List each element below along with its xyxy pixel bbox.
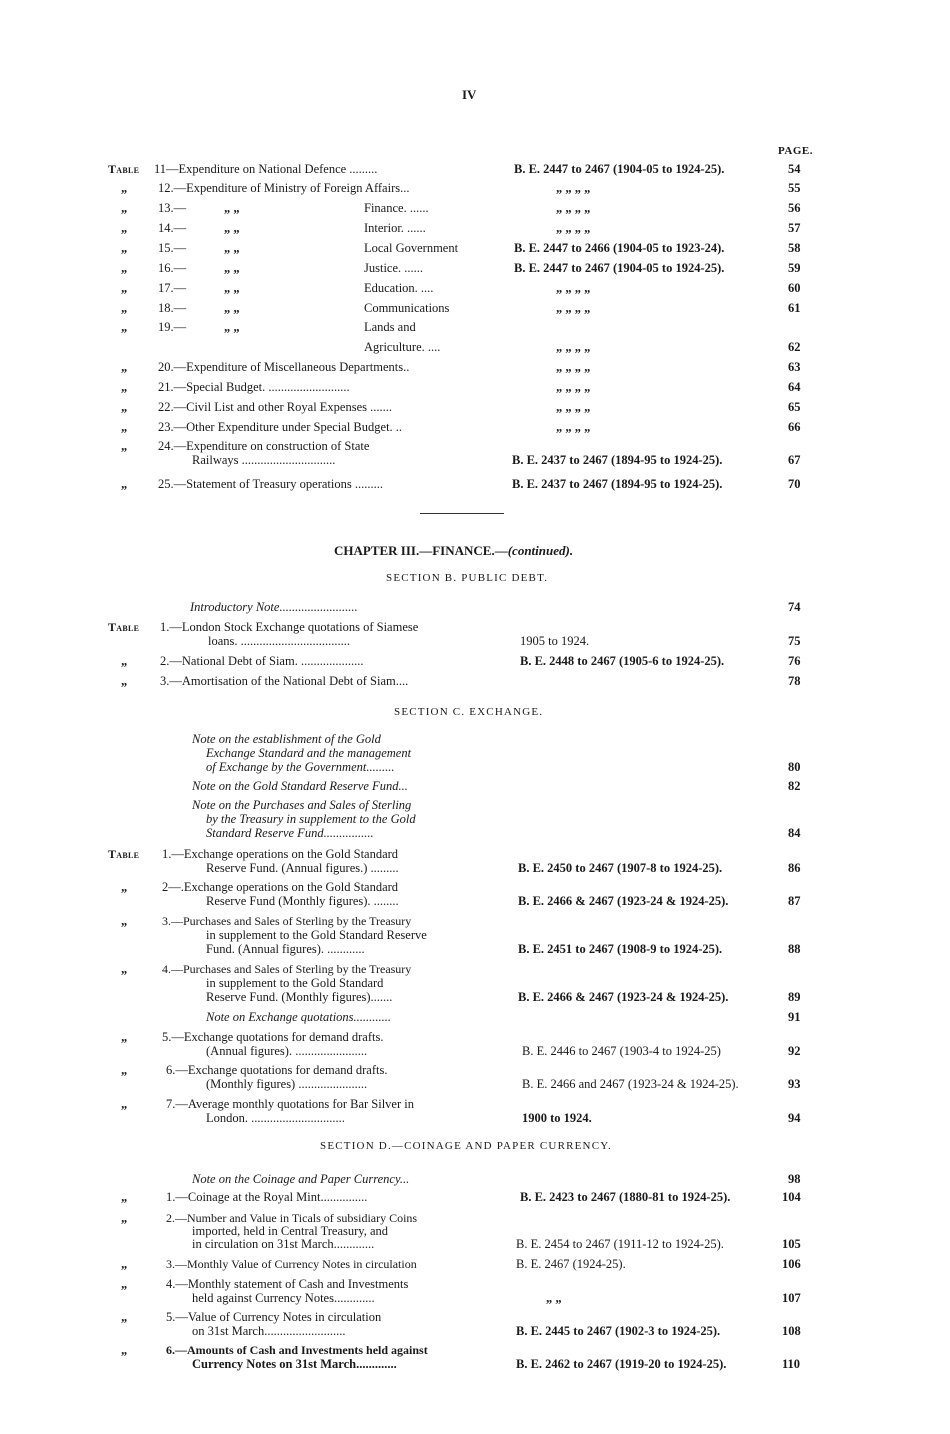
entry-title: Note on the Coinage and Paper Currency... xyxy=(192,1172,410,1186)
entry-title: 20.—Expenditure of Miscellaneous Departments.. xyxy=(158,360,410,374)
ditto-mark: „ xyxy=(121,281,128,295)
ditto-mark: „ xyxy=(121,320,128,334)
entry-title: 3.—Amortisation of the National Debt of Siam.... xyxy=(160,674,409,688)
ditto-mark: „ xyxy=(121,420,128,434)
entry-title: 6.—Amounts of Cash and Investments held against xyxy=(166,1343,428,1357)
entry-page: 62 xyxy=(788,340,801,354)
entry-reference: „ „ „ „ xyxy=(556,181,591,195)
entry-title-continued: Reserve Fund. (Monthly figures)....... xyxy=(206,990,393,1004)
entry-title: 23.—Other Expenditure under Special Budget. .. xyxy=(158,420,403,434)
entry-page: 88 xyxy=(788,942,801,956)
entry-page: 104 xyxy=(782,1190,801,1204)
entry-page: 92 xyxy=(788,1044,801,1058)
section-c-heading: SECTION C. EXCHANGE. xyxy=(394,706,544,718)
ditto-mark: „ xyxy=(121,360,128,374)
chapter-heading xyxy=(334,544,573,559)
ditto-mark: „ xyxy=(121,914,128,928)
entry-page: 105 xyxy=(782,1237,801,1251)
entry-page: 70 xyxy=(788,477,801,491)
entry-title-continued: Railways .............................. xyxy=(192,453,336,467)
entry-title: Note on the Purchases and Sales of Sterling xyxy=(192,798,412,812)
entry-page: 63 xyxy=(788,360,801,374)
entry-page: 57 xyxy=(788,221,801,235)
ditto-mark: „ xyxy=(121,400,128,414)
entry-title: Lands and xyxy=(364,320,416,334)
entry-number: 14.— xyxy=(158,221,187,235)
entry-title: Justice. ...... xyxy=(364,261,424,275)
entry-title-continued: loans. ................................... xyxy=(208,634,351,648)
entry-title-continued: Agriculture. .... xyxy=(364,340,441,354)
entry-reference: B. E. 2446 to 2467 (1903-4 to 1924-25) xyxy=(522,1044,721,1058)
entry-page: 108 xyxy=(782,1324,801,1338)
entry-title: Note on Exchange quotations............ xyxy=(206,1010,392,1024)
ditto-mark: „ xyxy=(121,1030,128,1044)
entry-reference: B. E. 2454 to 2467 (1911-12 to 1924-25). xyxy=(516,1237,724,1251)
ditto-mark: „ xyxy=(121,439,128,453)
entry-page: 78 xyxy=(788,674,801,688)
entry-ditto: „ „ xyxy=(224,261,240,275)
entry-page: 55 xyxy=(788,181,801,195)
section-d-heading: SECTION D.—COINAGE AND PAPER CURRENCY. xyxy=(320,1140,612,1152)
entry-title: 6.—Exchange quotations for demand drafts. xyxy=(166,1063,388,1077)
entry-title: Note on the Gold Standard Reserve Fund... xyxy=(192,779,408,793)
entry-reference: „ „ „ „ xyxy=(556,360,591,374)
entry-reference: B. E. 2462 to 2467 (1919-20 to 1924-25). xyxy=(516,1357,727,1371)
entry-page: 76 xyxy=(788,654,801,668)
entry-page: 75 xyxy=(788,634,801,648)
entry-page: 91 xyxy=(788,1010,801,1024)
entry-page: 61 xyxy=(788,301,801,315)
entry-reference: B. E. 2445 to 2467 (1902-3 to 1924-25). xyxy=(516,1324,721,1338)
row-label: Table xyxy=(108,620,140,634)
entry-reference: „ „ xyxy=(546,1291,562,1305)
entry-page: 98 xyxy=(788,1172,801,1186)
entry-page: 56 xyxy=(788,201,801,215)
entry-page: 89 xyxy=(788,990,801,1004)
entry-title-continued: (Annual figures). ....................... xyxy=(206,1044,368,1058)
entry-page: 84 xyxy=(788,826,801,840)
entry-ditto: „ „ xyxy=(224,281,240,295)
ditto-mark: „ xyxy=(121,261,128,275)
entry-title: Education. .... xyxy=(364,281,434,295)
entry-reference: „ „ „ „ xyxy=(556,420,591,434)
entry-title: 2—.Exchange operations on the Gold Standard xyxy=(162,880,399,894)
entry-title-continued: imported, held in Central Treasury, and xyxy=(192,1224,389,1238)
entry-reference: „ „ „ „ xyxy=(556,301,591,315)
entry-title-continued: Currency Notes on 31st March............. xyxy=(192,1357,397,1371)
row-label: Table xyxy=(108,847,140,861)
entry-title-continued: by the Treasury in supplement to the Gold xyxy=(206,812,416,826)
entry-title: Introductory Note......................... xyxy=(190,600,358,614)
entry-reference: 1900 to 1924. xyxy=(522,1111,592,1125)
ditto-mark: „ xyxy=(121,1097,128,1111)
entry-page: 82 xyxy=(788,779,801,793)
entry-page: 106 xyxy=(782,1257,801,1271)
entry-number: 15.— xyxy=(158,241,187,255)
entry-reference: B. E. 2451 to 2467 (1908-9 to 1924-25). xyxy=(518,942,723,956)
ditto-mark: „ xyxy=(121,1343,128,1357)
entry-page: 107 xyxy=(782,1291,801,1305)
entry-title: 3.—Purchases and Sales of Sterling by the Treasury xyxy=(162,914,412,928)
entry-page: 54 xyxy=(788,162,801,176)
entry-ditto: „ „ xyxy=(224,301,240,315)
entry-number: 18.— xyxy=(158,301,187,315)
entry-title: Local Government xyxy=(364,241,459,255)
entry-title-continued: in circulation on 31st March............. xyxy=(192,1237,375,1251)
entry-title: 1.—London Stock Exchange quotations of Siamese xyxy=(160,620,419,634)
entry-title: 2.—Number and Value in Ticals of subsidiary Coins xyxy=(166,1211,418,1225)
ditto-mark: „ xyxy=(121,1190,128,1204)
entry-title-continued: in supplement to the Gold Standard xyxy=(206,976,384,990)
entry-title: 12.—Expenditure of Ministry of Foreign Affairs... xyxy=(158,181,410,195)
entry-reference: B. E. 2466 and 2467 (1923-24 & 1924-25). xyxy=(522,1077,739,1091)
entry-title-continued: on 31st March.......................... xyxy=(192,1324,346,1338)
entry-page: 86 xyxy=(788,861,801,875)
entry-title: 1.—Exchange operations on the Gold Standard xyxy=(162,847,399,861)
ditto-mark: „ xyxy=(121,241,128,255)
entry-page: 58 xyxy=(788,241,801,255)
entry-page: 74 xyxy=(788,600,801,614)
entry-reference: 1905 to 1924. xyxy=(520,634,590,648)
entry-title: 24.—Expenditure on construction of State xyxy=(158,439,370,453)
entry-page: 93 xyxy=(788,1077,801,1091)
entry-page: 60 xyxy=(788,281,801,295)
entry-title-continued: Exchange Standard and the management xyxy=(206,746,412,760)
entry-title-continued: Standard Reserve Fund................ xyxy=(206,826,374,840)
entry-reference: B. E. 2437 to 2467 (1894-95 to 1924-25). xyxy=(512,477,723,491)
entry-title-continued: London. .............................. xyxy=(206,1111,345,1125)
entry-page: 66 xyxy=(788,420,801,434)
entry-title: 2.—National Debt of Siam. .................... xyxy=(160,654,364,668)
entry-page: 87 xyxy=(788,894,801,908)
entry-title: 4.—Monthly statement of Cash and Investments xyxy=(166,1277,409,1291)
entry-reference: B. E. 2467 (1924-25). xyxy=(516,1257,626,1271)
entry-title: 7.—Average monthly quotations for Bar Silver in xyxy=(166,1097,414,1111)
ditto-mark: „ xyxy=(121,181,128,195)
page-column-header: PAGE. xyxy=(778,145,813,157)
ditto-mark: „ xyxy=(121,1063,128,1077)
entry-title-continued: held against Currency Notes............. xyxy=(192,1291,375,1305)
ditto-mark: „ xyxy=(121,962,128,976)
entry-reference: B. E. 2466 & 2467 (1923-24 & 1924-25). xyxy=(518,894,729,908)
ditto-mark: „ xyxy=(121,201,128,215)
entry-title: Note on the establishment of the Gold xyxy=(192,732,381,746)
entry-title: 1.—Coinage at the Royal Mint............... xyxy=(166,1190,368,1204)
entry-page: 67 xyxy=(788,453,801,467)
entry-reference: „ „ „ „ xyxy=(556,221,591,235)
entry-number: 13.— xyxy=(158,201,187,215)
ditto-mark: „ xyxy=(121,1277,128,1291)
ditto-mark: „ xyxy=(121,1211,128,1225)
entry-number: 19.— xyxy=(158,320,187,334)
entry-reference: B. E. 2466 & 2467 (1923-24 & 1924-25). xyxy=(518,990,729,1004)
entry-reference: „ „ „ „ xyxy=(556,400,591,414)
ditto-mark: „ xyxy=(121,301,128,315)
entry-page: 64 xyxy=(788,380,801,394)
chapter-heading-text: CHAPTER III.—FINANCE.— xyxy=(334,543,508,558)
entry-reference: B. E. 2447 to 2466 (1904-05 to 1923-24). xyxy=(514,241,725,255)
entry-title: Finance. ...... xyxy=(364,201,429,215)
entry-reference: „ „ „ „ xyxy=(556,281,591,295)
entry-title: 3.—Monthly Value of Currency Notes in circulation xyxy=(166,1257,417,1271)
ditto-mark: „ xyxy=(121,654,128,668)
entry-reference: B. E. 2447 to 2467 (1904-05 to 1924-25). xyxy=(514,261,725,275)
entry-number: 16.— xyxy=(158,261,187,275)
entry-reference: „ „ „ „ xyxy=(556,201,591,215)
row-label: Table xyxy=(108,162,140,176)
entry-number: 17.— xyxy=(158,281,187,295)
entry-ditto: „ „ xyxy=(224,241,240,255)
entry-title: 4.—Purchases and Sales of Sterling by the Treasury xyxy=(162,962,412,976)
entry-page: 94 xyxy=(788,1111,801,1125)
entry-title-continued: of Exchange by the Government......... xyxy=(206,760,395,774)
entry-title: Communications xyxy=(364,301,450,315)
entry-reference: B. E. 2450 to 2467 (1907-8 to 1924-25). xyxy=(518,861,723,875)
entry-page: 59 xyxy=(788,261,801,275)
entry-title-continued: (Monthly figures) ...................... xyxy=(206,1077,368,1091)
entry-ditto: „ „ xyxy=(224,201,240,215)
ditto-mark: „ xyxy=(121,380,128,394)
section-b-heading: SECTION B. PUBLIC DEBT. xyxy=(386,572,549,584)
ditto-mark: „ xyxy=(121,477,128,491)
entry-title: 22.—Civil List and other Royal Expenses ....... xyxy=(158,400,393,414)
ditto-mark: „ xyxy=(121,1257,128,1271)
ditto-mark: „ xyxy=(121,880,128,894)
entry-page: 80 xyxy=(788,760,801,774)
entry-title: 21.—Special Budget. .......................... xyxy=(158,380,350,394)
entry-reference: „ „ „ „ xyxy=(556,380,591,394)
entry-title: 5.—Exchange quotations for demand drafts. xyxy=(162,1030,384,1044)
entry-title: 11—Expenditure on National Defence ......... xyxy=(154,162,378,176)
entry-title: 5.—Value of Currency Notes in circulation xyxy=(166,1310,382,1324)
entry-ditto: „ „ xyxy=(224,320,240,334)
chapter-heading-suffix: (continued). xyxy=(507,543,574,558)
entry-ditto: „ „ xyxy=(224,221,240,235)
ditto-mark: „ xyxy=(121,221,128,235)
entry-title-continued: in supplement to the Gold Standard Reserve xyxy=(206,928,427,942)
page-number: IV xyxy=(462,87,477,102)
entry-title-continued: Reserve Fund. (Annual figures.) ......... xyxy=(206,861,399,875)
entry-reference: B. E. 2447 to 2467 (1904-05 to 1924-25). xyxy=(514,162,725,176)
ditto-mark: „ xyxy=(121,1310,128,1324)
entry-page: 65 xyxy=(788,400,801,414)
entry-title-continued: Fund. (Annual figures). ............ xyxy=(206,942,365,956)
entry-reference: „ „ „ „ xyxy=(556,340,591,354)
entry-reference: B. E. 2448 to 2467 (1905-6 to 1924-25). xyxy=(520,654,725,668)
section-divider xyxy=(420,513,504,514)
entry-title: 25.—Statement of Treasury operations ......... xyxy=(158,477,383,491)
entry-page: 110 xyxy=(782,1357,801,1371)
ditto-mark: „ xyxy=(121,674,128,688)
entry-title: Interior. ...... xyxy=(364,221,426,235)
entry-reference: B. E. 2423 to 2467 (1880-81 to 1924-25). xyxy=(520,1190,731,1204)
entry-title-continued: Reserve Fund (Monthly figures). ........ xyxy=(206,894,399,908)
entry-reference: B. E. 2437 to 2467 (1894-95 to 1924-25). xyxy=(512,453,723,467)
